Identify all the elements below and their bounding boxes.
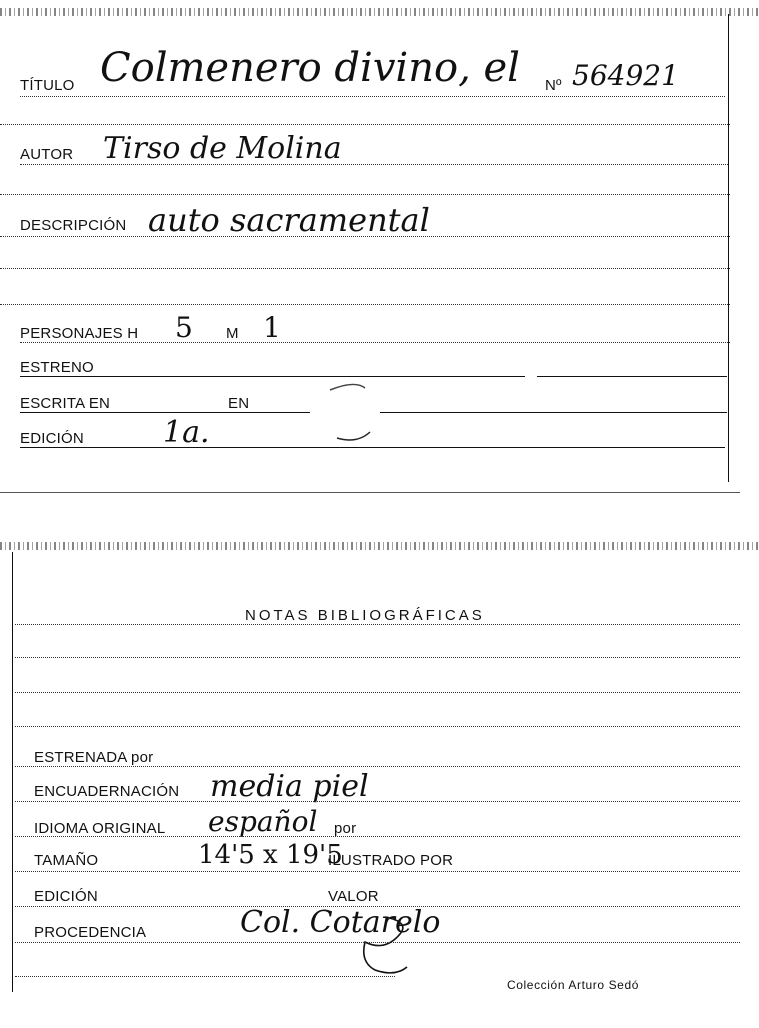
descripcion-line — [0, 236, 730, 237]
por-label: por — [334, 820, 357, 837]
notas-line-2 — [15, 657, 740, 658]
ilustrado-label: ILUSTRADO POR — [328, 852, 454, 869]
notas-line-3 — [15, 692, 740, 693]
valor-label: VALOR — [328, 888, 379, 905]
numero-label: Nº — [545, 77, 562, 94]
edicion-label: EDICIÓN — [20, 430, 84, 447]
edicion-label-back: EDICIÓN — [34, 888, 98, 905]
tamano-label: TAMAÑO — [34, 852, 99, 869]
personajes-label: PERSONAJES H — [20, 325, 139, 342]
procedencia-value: Col. Cotarelo — [240, 905, 441, 940]
encuadernacion-value: media piel — [210, 769, 369, 804]
catalog-card-back — [0, 540, 759, 1028]
personajes-m-label: M — [226, 325, 239, 342]
bottom-line — [15, 976, 395, 977]
card-cut-line — [0, 492, 740, 493]
numero-value: 564921 — [572, 59, 679, 92]
idioma-value: español — [208, 805, 318, 838]
tamano-value: 14'5 x 19'5 — [198, 840, 343, 870]
catalog-card-front — [0, 0, 759, 495]
personajes-line — [20, 342, 730, 343]
autor-value: Tirso de Molina — [103, 131, 342, 166]
procedencia-line — [15, 942, 740, 943]
en-label: EN — [228, 395, 250, 412]
personajes-m-value: 1 — [263, 311, 281, 344]
personajes-h-value: 5 — [175, 311, 193, 344]
autor-label: AUTOR — [20, 146, 74, 163]
notas-line-1 — [15, 624, 740, 625]
estrenada-label: ESTRENADA por — [34, 749, 154, 766]
card-left-border — [12, 552, 13, 992]
escrita-en-label: ESCRITA EN — [20, 395, 111, 412]
titulo-line — [20, 96, 725, 97]
card-right-border — [728, 14, 729, 482]
blank-line-4 — [0, 304, 730, 305]
card-top-edge-back — [0, 542, 759, 550]
blank-line-1 — [0, 124, 730, 125]
encuadernacion-line — [15, 801, 740, 802]
titulo-label: TÍTULO — [20, 77, 75, 94]
blank-line-2 — [0, 194, 730, 195]
escrita-line-right — [380, 412, 727, 413]
titulo-value: Colmenero divino, el — [100, 45, 520, 91]
blank-line-3 — [0, 268, 730, 269]
card-top-edge — [0, 8, 759, 16]
autor-line — [20, 164, 728, 165]
signature-flourish — [355, 912, 415, 982]
estreno-line — [20, 376, 525, 377]
escrita-line-left — [20, 412, 310, 413]
procedencia-label: PROCEDENCIA — [34, 924, 147, 941]
estrenada-line — [15, 766, 740, 767]
edicion-value: 1a. — [163, 415, 210, 450]
encuadernacion-label: ENCUADERNACIÓN — [34, 783, 180, 800]
notas-line-4 — [15, 726, 740, 727]
pencil-mark — [325, 380, 385, 450]
notas-title: NOTAS BIBLIOGRÁFICAS — [245, 607, 485, 624]
descripcion-label: DESCRIPCIÓN — [20, 217, 127, 234]
tamano-line — [15, 871, 740, 872]
collection-footer: Colección Arturo Sedó — [507, 978, 640, 992]
estreno-label: ESTRENO — [20, 359, 94, 376]
idioma-line — [15, 836, 740, 837]
estreno-line-right — [537, 376, 727, 377]
descripcion-value: auto sacramental — [148, 201, 430, 239]
idioma-label: IDIOMA ORIGINAL — [34, 820, 166, 837]
